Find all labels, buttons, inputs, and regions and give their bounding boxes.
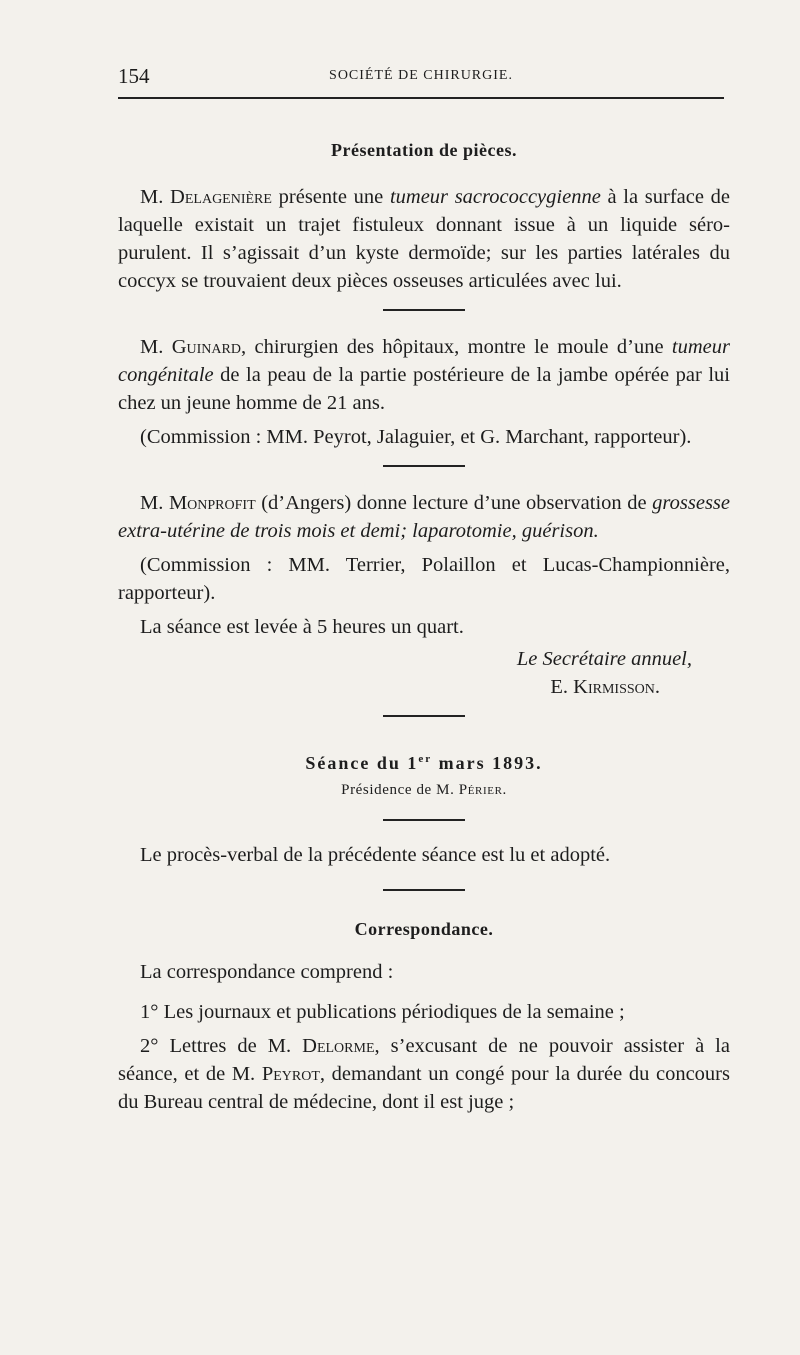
italic-term: tumeur congénitale <box>118 336 730 386</box>
person-name: Delorme <box>302 1035 375 1057</box>
commission-monprofit: (Commission : MM. Terrier, Polaillon et Lucas-Championnière, rapporteur). <box>118 554 730 604</box>
commission-guinard: (Commission : MM. Peyrot, Jalaguier, et G. Marchant, rapporteur). <box>140 426 692 448</box>
text: , chirurgien des hôpitaux, montre le moule d’une <box>240 336 672 358</box>
closing-line: La séance est levée à 5 heures un quart. <box>140 616 464 638</box>
correspondance-intro: La correspondance comprend : <box>140 961 394 983</box>
correspondance-item-2 <box>118 1032 730 1116</box>
paragraph-guinard <box>118 333 730 417</box>
text: Séance du 1 <box>305 753 419 773</box>
divider-rule <box>383 715 465 717</box>
text: M. <box>140 492 169 514</box>
page-body <box>118 140 730 1116</box>
paragraph-monprofit <box>118 489 730 545</box>
text: à la surface de laquelle existait un trajet fistuleux donnant issue à un liquide séro-purulent. Il s’agissait d’un kyste dermoïde; sur les parties latérales du coccyx se trouvaient deux pièces osseuses articulées avec lui. <box>118 186 730 292</box>
paragraph-delageniere <box>118 183 730 295</box>
text: , s’excusant de ne pouvoir assister à la séance, et de M. <box>118 1035 730 1085</box>
person-name: Peyrot <box>261 1063 320 1085</box>
text: M. <box>140 336 172 358</box>
header-rule <box>118 97 724 99</box>
text: M. <box>140 186 171 208</box>
divider-rule <box>383 819 465 821</box>
correspondance-item-1: 1° Les journaux et publications périodiques de la semaine ; <box>140 1001 625 1023</box>
seance-title <box>118 753 730 774</box>
text: Présidence de M. <box>341 782 459 798</box>
text: , demandant un congé pour la durée du concours du Bureau central de médecine, dont il est juge ; <box>118 1063 730 1113</box>
superscript: er <box>418 753 433 765</box>
italic-term: grossesse extra-utérine de trois mois et demi; laparotomie, guérison. <box>118 492 730 542</box>
signature-role-text: Le Secrétaire annuel, <box>516 648 692 670</box>
signature-name <box>118 673 730 701</box>
section-title-correspondance: Correspondance. <box>354 919 494 939</box>
page-number: 154 <box>118 64 150 88</box>
text: (d’Angers) donne lecture d’une observation de <box>255 492 653 514</box>
proces-verbal: Le procès-verbal de la précédente séance est lu et adopté. <box>140 844 611 866</box>
person-name: Guinard <box>171 336 241 358</box>
italic-term: tumeur sacrococcygienne <box>389 186 601 208</box>
person-name: Périer. <box>458 782 507 798</box>
divider-rule <box>383 889 465 891</box>
divider-rule <box>383 465 465 467</box>
text: 2° Lettres de M. <box>140 1035 303 1057</box>
presidence <box>118 782 730 799</box>
text: E. <box>550 676 574 698</box>
divider-rule <box>383 309 465 311</box>
text: présente une <box>271 186 390 208</box>
section-title-presentation: Présentation de pièces. <box>331 140 517 160</box>
text: mars 1893. <box>432 753 543 773</box>
running-head: SOCIÉTÉ DE CHIRURGIE. <box>329 68 513 83</box>
person-name: Monprofit <box>168 492 256 514</box>
person-name: Delagenière <box>170 186 272 208</box>
person-name: Kirmisson. <box>573 676 660 698</box>
text: de la peau de la partie postérieure de la jambe opérée par lui chez un jeune homme de 21 ans. <box>118 364 730 414</box>
page-header <box>118 64 724 92</box>
signature-role <box>118 645 730 673</box>
